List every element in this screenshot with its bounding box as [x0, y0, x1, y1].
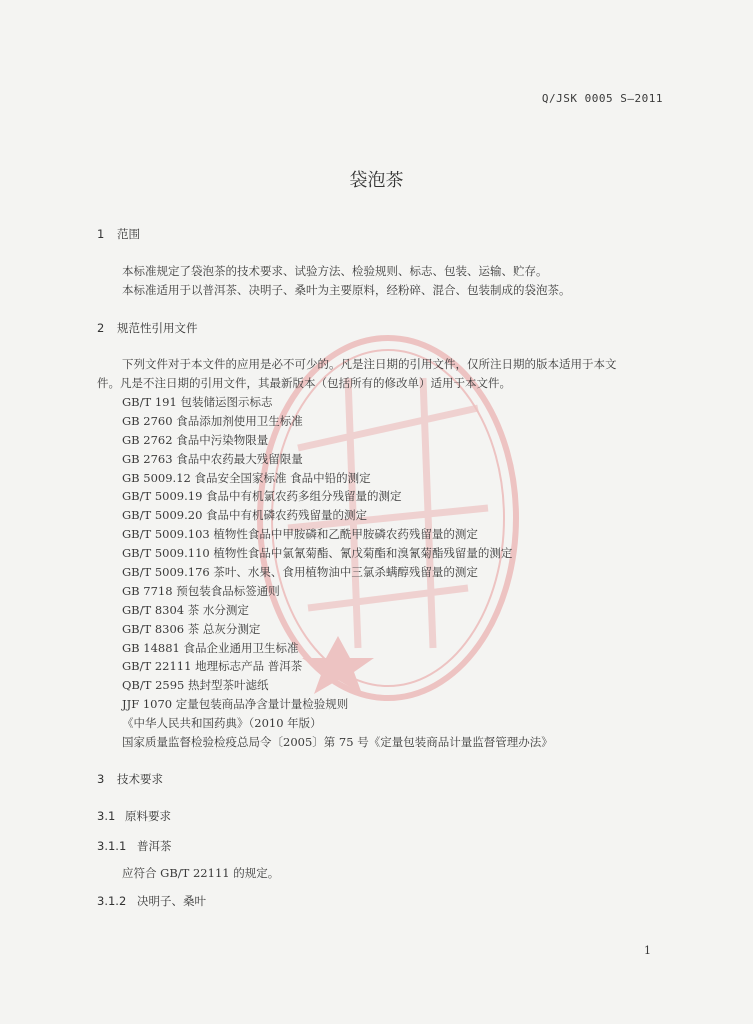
document-title: 袋泡茶 — [349, 170, 404, 191]
references-intro-line-2: 件。凡是不注日期的引用文件，其最新版本（包括所有的修改单）适用于本文件。 — [97, 376, 511, 390]
reference-item: 《中华人民共和国药典》（2010 年版） — [122, 716, 322, 731]
section-number: 3.1 — [97, 809, 116, 823]
section-number: 3.1.2 — [97, 894, 127, 908]
reference-item: 国家质量监督检验检疫总局令〔2005〕第 75 号《定量包装商品计量监督管理办法》 — [122, 735, 553, 750]
reference-item: GB/T 8306 茶 总灰分测定 — [122, 621, 261, 636]
section-3-1-1-heading — [97, 838, 172, 854]
reference-item: GB/T 5009.103 植物性食品中甲胺磷和乙酰甲胺磷农药残留量的测定 — [122, 527, 478, 542]
section-title: 决明子、桑叶 — [137, 894, 206, 908]
section-3-1-2-heading — [97, 893, 206, 909]
normative-references-list — [122, 393, 553, 752]
reference-item: GB/T 22111 地理标志产品 普洱茶 — [122, 659, 303, 674]
reference-item: GB 5009.12 食品安全国家标准 食品中铅的测定 — [122, 470, 371, 485]
reference-item: GB 2760 食品添加剂使用卫生标准 — [122, 413, 303, 428]
section-title: 普洱茶 — [137, 839, 172, 853]
scope-paragraph-1: 本标准规定了袋泡茶的技术要求、试验方法、检验规则、标志、包装、运输、贮存。 — [122, 264, 548, 278]
section-2-heading — [97, 320, 198, 336]
reference-item: JJF 1070 定量包装商品净含量计量检验规则 — [122, 697, 349, 712]
references-intro-line-1: 下列文件对于本文件的应用是必不可少的。凡是注日期的引用文件，仅所注日期的版本适用于本文 — [122, 357, 617, 371]
section-1-heading — [97, 226, 140, 242]
section-3-1-heading — [97, 808, 171, 824]
reference-item: GB/T 8304 茶 水分测定 — [122, 602, 249, 617]
section-number: 2 — [97, 321, 105, 335]
section-title: 原料要求 — [125, 809, 171, 823]
section-title: 范围 — [117, 227, 140, 241]
reference-item: GB 7718 预包装食品标签通则 — [122, 583, 280, 598]
reference-item: GB 14881 食品企业通用卫生标准 — [122, 640, 299, 655]
reference-item: QB/T 2595 热封型茶叶滤纸 — [122, 678, 269, 693]
page-number: 1 — [644, 944, 651, 957]
reference-item: GB/T 5009.20 食品中有机磷农药残留量的测定 — [122, 508, 368, 523]
scope-paragraph-2: 本标准适用于以普洱茶、决明子、桑叶为主要原料，经粉碎、混合、包装制成的袋泡茶。 — [122, 283, 571, 297]
section-number: 3.1.1 — [97, 839, 127, 853]
reference-item: GB/T 191 包装储运图示标志 — [122, 395, 273, 409]
section-title: 规范性引用文件 — [117, 321, 198, 335]
section-title: 技术要求 — [117, 772, 163, 786]
section-number: 3 — [97, 772, 105, 786]
reference-item: GB/T 5009.19 食品中有机氯农药多组分残留量的测定 — [122, 489, 402, 504]
reference-item: GB/T 5009.110 植物性食品中氯氰菊酯、氰戊菊酯和溴氰菊酯残留量的测定 — [122, 546, 513, 561]
section-3-heading — [97, 771, 163, 787]
reference-item: GB 2763 食品中农药最大残留限量 — [122, 451, 303, 466]
document-code: Q/JSK 0005 S—2011 — [541, 92, 663, 105]
section-3-1-1-text: 应符合 GB/T 22111 的规定。 — [122, 866, 280, 880]
reference-item: GB/T 5009.176 茶叶、水果、食用植物油中三氯杀螨醇残留量的测定 — [122, 565, 478, 580]
reference-item: GB 2762 食品中污染物限量 — [122, 432, 269, 447]
section-number: 1 — [97, 227, 105, 241]
